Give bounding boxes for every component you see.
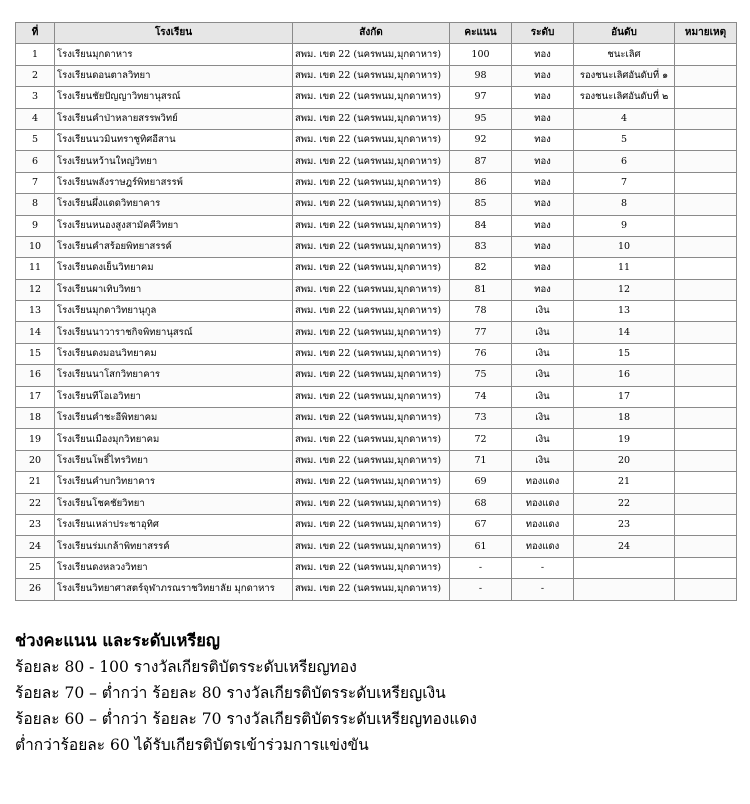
cell-score: 97 <box>450 87 512 108</box>
cell-remark <box>675 365 737 386</box>
cell-no: 19 <box>16 429 55 450</box>
cell-score: 86 <box>450 172 512 193</box>
cell-level: ทอง <box>512 129 574 150</box>
cell-rank: 6 <box>574 151 675 172</box>
cell-level: ทอง <box>512 172 574 193</box>
cell-rank: 21 <box>574 472 675 493</box>
table-row <box>16 514 737 535</box>
cell-no: 26 <box>16 579 55 600</box>
cell-no: 25 <box>16 557 55 578</box>
cell-remark <box>675 408 737 429</box>
cell-school: โรงเรียนผึ่งแดดวิทยาคาร <box>55 194 293 215</box>
legend-line-bronze: ร้อยละ 60 – ต่ำกว่า ร้อยละ 70 รางวัลเกียรติบัตรระดับเหรียญทองแดง <box>15 710 477 728</box>
cell-remark <box>675 172 737 193</box>
cell-level: ทองแดง <box>512 514 574 535</box>
cell-affiliation: สพม. เขต 22 (นครพนม,มุกดาหาร) <box>293 129 450 150</box>
cell-school: โรงเรียนดงหลวงวิทยา <box>55 557 293 578</box>
cell-school: โรงเรียนดงมอนวิทยาคม <box>55 343 293 364</box>
cell-no: 10 <box>16 236 55 257</box>
cell-school: โรงเรียนคำป่าหลายสรรพวิทย์ <box>55 108 293 129</box>
cell-score: - <box>450 557 512 578</box>
cell-remark <box>675 301 737 322</box>
table-row <box>16 258 737 279</box>
cell-rank: 17 <box>574 386 675 407</box>
cell-school: โรงเรียนชัยปัญญาวิทยานุสรณ์ <box>55 87 293 108</box>
cell-remark <box>675 279 737 300</box>
cell-affiliation: สพม. เขต 22 (นครพนม,มุกดาหาร) <box>293 343 450 364</box>
cell-affiliation: สพม. เขต 22 (นครพนม,มุกดาหาร) <box>293 386 450 407</box>
table-row <box>16 536 737 557</box>
cell-score: 95 <box>450 108 512 129</box>
cell-score: 81 <box>450 279 512 300</box>
cell-school: โรงเรียนนวมินทราชูทิศอีสาน <box>55 129 293 150</box>
cell-level: ทอง <box>512 194 574 215</box>
cell-level: เงิน <box>512 322 574 343</box>
cell-affiliation: สพม. เขต 22 (นครพนม,มุกดาหาร) <box>293 536 450 557</box>
cell-no: 13 <box>16 301 55 322</box>
cell-school: โรงเรียนร่มเกล้าพิทยาสรรค์ <box>55 536 293 557</box>
table-row <box>16 236 737 257</box>
cell-no: 9 <box>16 215 55 236</box>
table-row <box>16 151 737 172</box>
table-row <box>16 194 737 215</box>
legend-line-gold: ร้อยละ 80 - 100 รางวัลเกียรติบัตรระดับเหรียญทอง <box>15 658 357 676</box>
cell-rank: 8 <box>574 194 675 215</box>
cell-affiliation: สพม. เขต 22 (นครพนม,มุกดาหาร) <box>293 87 450 108</box>
table-header <box>16 23 737 44</box>
cell-score: 98 <box>450 65 512 86</box>
cell-no: 24 <box>16 536 55 557</box>
table-row <box>16 493 737 514</box>
cell-no: 2 <box>16 65 55 86</box>
cell-level: - <box>512 579 574 600</box>
cell-school: โรงเรียนพลังราษฎร์พิทยาสรรพ์ <box>55 172 293 193</box>
cell-school: โรงเรียนหว้านใหญ่วิทยา <box>55 151 293 172</box>
cell-rank: 7 <box>574 172 675 193</box>
cell-affiliation: สพม. เขต 22 (นครพนม,มุกดาหาร) <box>293 365 450 386</box>
cell-school: โรงเรียนดอนตาลวิทยา <box>55 65 293 86</box>
cell-score: 77 <box>450 322 512 343</box>
cell-affiliation: สพม. เขต 22 (นครพนม,มุกดาหาร) <box>293 514 450 535</box>
cell-affiliation: สพม. เขต 22 (นครพนม,มุกดาหาร) <box>293 322 450 343</box>
cell-rank: 10 <box>574 236 675 257</box>
cell-remark <box>675 472 737 493</box>
cell-no: 16 <box>16 365 55 386</box>
header-row <box>16 23 737 44</box>
cell-remark <box>675 65 737 86</box>
cell-no: 17 <box>16 386 55 407</box>
table-row <box>16 215 737 236</box>
header-school: โรงเรียน <box>55 23 293 44</box>
cell-score: - <box>450 579 512 600</box>
table-row <box>16 408 737 429</box>
table-row <box>16 87 737 108</box>
cell-school: โรงเรียนนาวาราชกิจพิทยานุสรณ์ <box>55 322 293 343</box>
cell-score: 71 <box>450 450 512 471</box>
cell-level: ทอง <box>512 236 574 257</box>
cell-level: ทองแดง <box>512 493 574 514</box>
table-row <box>16 450 737 471</box>
cell-level: เงิน <box>512 343 574 364</box>
cell-rank <box>574 579 675 600</box>
cell-school: โรงเรียนมุกดาหาร <box>55 44 293 65</box>
cell-level: เงิน <box>512 386 574 407</box>
cell-remark <box>675 108 737 129</box>
cell-school: โรงเรียนโพธิ์ไทรวิทยา <box>55 450 293 471</box>
cell-score: 78 <box>450 301 512 322</box>
cell-affiliation: สพม. เขต 22 (นครพนม,มุกดาหาร) <box>293 557 450 578</box>
cell-rank: 23 <box>574 514 675 535</box>
table-row <box>16 172 737 193</box>
cell-level: ทอง <box>512 44 574 65</box>
cell-level: - <box>512 557 574 578</box>
cell-remark <box>675 386 737 407</box>
cell-no: 22 <box>16 493 55 514</box>
table-row <box>16 279 737 300</box>
cell-rank: 20 <box>574 450 675 471</box>
cell-rank: 19 <box>574 429 675 450</box>
cell-rank: 9 <box>574 215 675 236</box>
cell-remark <box>675 129 737 150</box>
cell-score: 76 <box>450 343 512 364</box>
cell-level: เงิน <box>512 365 574 386</box>
header-no: ที่ <box>16 23 55 44</box>
cell-affiliation: สพม. เขต 22 (นครพนม,มุกดาหาร) <box>293 65 450 86</box>
cell-no: 6 <box>16 151 55 172</box>
table-row <box>16 301 737 322</box>
table-row <box>16 386 737 407</box>
cell-no: 11 <box>16 258 55 279</box>
table-row <box>16 129 737 150</box>
cell-school: โรงเรียนเหล่าประชาอุทิศ <box>55 514 293 535</box>
cell-rank: 12 <box>574 279 675 300</box>
table-row <box>16 429 737 450</box>
cell-affiliation: สพม. เขต 22 (นครพนม,มุกดาหาร) <box>293 301 450 322</box>
legend-line-participation: ต่ำกว่าร้อยละ 60 ได้รับเกียรติบัตรเข้าร่วมการแข่งขัน <box>15 736 369 754</box>
cell-level: เงิน <box>512 301 574 322</box>
table-row <box>16 557 737 578</box>
cell-remark <box>675 236 737 257</box>
cell-rank: 18 <box>574 408 675 429</box>
cell-affiliation: สพม. เขต 22 (นครพนม,มุกดาหาร) <box>293 236 450 257</box>
cell-level: ทอง <box>512 258 574 279</box>
table-row <box>16 343 737 364</box>
header-level: ระดับ <box>512 23 574 44</box>
table-body <box>16 44 737 600</box>
cell-no: 12 <box>16 279 55 300</box>
cell-score: 73 <box>450 408 512 429</box>
cell-school: โรงเรียนหนองสูงสามัคคีวิทยา <box>55 215 293 236</box>
cell-rank: 13 <box>574 301 675 322</box>
cell-affiliation: สพม. เขต 22 (นครพนม,มุกดาหาร) <box>293 472 450 493</box>
cell-level: ทอง <box>512 151 574 172</box>
cell-remark <box>675 44 737 65</box>
cell-no: 3 <box>16 87 55 108</box>
cell-level: ทองแดง <box>512 472 574 493</box>
cell-remark <box>675 322 737 343</box>
cell-no: 8 <box>16 194 55 215</box>
cell-level: เงิน <box>512 429 574 450</box>
cell-no: 18 <box>16 408 55 429</box>
cell-remark <box>675 429 737 450</box>
cell-no: 21 <box>16 472 55 493</box>
cell-rank: 15 <box>574 343 675 364</box>
cell-remark <box>675 493 737 514</box>
cell-affiliation: สพม. เขต 22 (นครพนม,มุกดาหาร) <box>293 108 450 129</box>
cell-remark <box>675 557 737 578</box>
cell-school: โรงเรียนนาโสกวิทยาคาร <box>55 365 293 386</box>
table-row <box>16 472 737 493</box>
cell-affiliation: สพม. เขต 22 (นครพนม,มุกดาหาร) <box>293 493 450 514</box>
cell-affiliation: สพม. เขต 22 (นครพนม,มุกดาหาร) <box>293 408 450 429</box>
cell-score: 69 <box>450 472 512 493</box>
cell-remark <box>675 579 737 600</box>
cell-affiliation: สพม. เขต 22 (นครพนม,มุกดาหาร) <box>293 450 450 471</box>
cell-school: โรงเรียนคำสร้อยพิทยาสรรค์ <box>55 236 293 257</box>
cell-no: 14 <box>16 322 55 343</box>
cell-level: เงิน <box>512 408 574 429</box>
cell-score: 74 <box>450 386 512 407</box>
table-row <box>16 322 737 343</box>
results-table-container <box>15 22 736 601</box>
cell-affiliation: สพม. เขต 22 (นครพนม,มุกดาหาร) <box>293 172 450 193</box>
cell-level: ทองแดง <box>512 536 574 557</box>
cell-school: โรงเรียนดงเย็นวิทยาคม <box>55 258 293 279</box>
cell-score: 87 <box>450 151 512 172</box>
cell-no: 23 <box>16 514 55 535</box>
table-row <box>16 65 737 86</box>
cell-rank: รองชนะเลิศอันดับที่ ๑ <box>574 65 675 86</box>
cell-level: เงิน <box>512 450 574 471</box>
cell-affiliation: สพม. เขต 22 (นครพนม,มุกดาหาร) <box>293 258 450 279</box>
cell-school: โรงเรียนเมืองมุกวิทยาคม <box>55 429 293 450</box>
cell-school: โรงเรียนคำบกวิทยาคาร <box>55 472 293 493</box>
cell-remark <box>675 215 737 236</box>
header-score: คะแนน <box>450 23 512 44</box>
cell-score: 68 <box>450 493 512 514</box>
cell-no: 20 <box>16 450 55 471</box>
table-row <box>16 365 737 386</box>
score-legend <box>15 628 735 758</box>
cell-rank: 24 <box>574 536 675 557</box>
cell-score: 83 <box>450 236 512 257</box>
cell-rank: 5 <box>574 129 675 150</box>
cell-level: ทอง <box>512 65 574 86</box>
cell-rank: 11 <box>574 258 675 279</box>
table-row <box>16 108 737 129</box>
cell-remark <box>675 151 737 172</box>
cell-score: 61 <box>450 536 512 557</box>
cell-score: 72 <box>450 429 512 450</box>
cell-rank: 4 <box>574 108 675 129</box>
cell-score: 85 <box>450 194 512 215</box>
header-affiliation: สังกัด <box>293 23 450 44</box>
cell-school: โรงเรียนมุกดาวิทยานุกูล <box>55 301 293 322</box>
legend-line-silver: ร้อยละ 70 – ต่ำกว่า ร้อยละ 80 รางวัลเกียรติบัตรระดับเหรียญเงิน <box>15 684 446 702</box>
cell-school: โรงเรียนโชคชัยวิทยา <box>55 493 293 514</box>
cell-score: 92 <box>450 129 512 150</box>
cell-affiliation: สพม. เขต 22 (นครพนม,มุกดาหาร) <box>293 279 450 300</box>
cell-remark <box>675 343 737 364</box>
cell-affiliation: สพม. เขต 22 (นครพนม,มุกดาหาร) <box>293 44 450 65</box>
cell-rank <box>574 557 675 578</box>
cell-score: 82 <box>450 258 512 279</box>
table-row <box>16 44 737 65</box>
cell-affiliation: สพม. เขต 22 (นครพนม,มุกดาหาร) <box>293 151 450 172</box>
cell-affiliation: สพม. เขต 22 (นครพนม,มุกดาหาร) <box>293 429 450 450</box>
cell-no: 7 <box>16 172 55 193</box>
cell-affiliation: สพม. เขต 22 (นครพนม,มุกดาหาร) <box>293 215 450 236</box>
cell-no: 1 <box>16 44 55 65</box>
cell-affiliation: สพม. เขต 22 (นครพนม,มุกดาหาร) <box>293 194 450 215</box>
table-row <box>16 579 737 600</box>
cell-score: 84 <box>450 215 512 236</box>
cell-school: โรงเรียนผาเทิบวิทยา <box>55 279 293 300</box>
cell-rank: 22 <box>574 493 675 514</box>
cell-school: โรงเรียนวิทยาศาสตร์จุฬาภรณราชวิทยาลัย มุกดาหาร <box>55 579 293 600</box>
cell-score: 75 <box>450 365 512 386</box>
header-rank: อันดับ <box>574 23 675 44</box>
cell-level: ทอง <box>512 87 574 108</box>
cell-remark <box>675 258 737 279</box>
cell-remark <box>675 536 737 557</box>
cell-rank: รองชนะเลิศอันดับที่ ๒ <box>574 87 675 108</box>
results-table <box>15 22 737 601</box>
cell-remark <box>675 194 737 215</box>
legend-heading: ช่วงคะแนน และระดับเหรียญ <box>15 631 220 650</box>
cell-level: ทอง <box>512 215 574 236</box>
cell-no: 4 <box>16 108 55 129</box>
cell-no: 15 <box>16 343 55 364</box>
cell-school: โรงเรียนทีโอเอวิทยา <box>55 386 293 407</box>
cell-affiliation: สพม. เขต 22 (นครพนม,มุกดาหาร) <box>293 579 450 600</box>
cell-remark <box>675 514 737 535</box>
cell-no: 5 <box>16 129 55 150</box>
cell-level: ทอง <box>512 279 574 300</box>
cell-remark <box>675 450 737 471</box>
cell-level: ทอง <box>512 108 574 129</box>
cell-rank: ชนะเลิศ <box>574 44 675 65</box>
cell-rank: 16 <box>574 365 675 386</box>
cell-score: 67 <box>450 514 512 535</box>
cell-rank: 14 <box>574 322 675 343</box>
cell-school: โรงเรียนคำชะอีพิทยาคม <box>55 408 293 429</box>
header-remark: หมายเหตุ <box>675 23 737 44</box>
cell-remark <box>675 87 737 108</box>
cell-score: 100 <box>450 44 512 65</box>
